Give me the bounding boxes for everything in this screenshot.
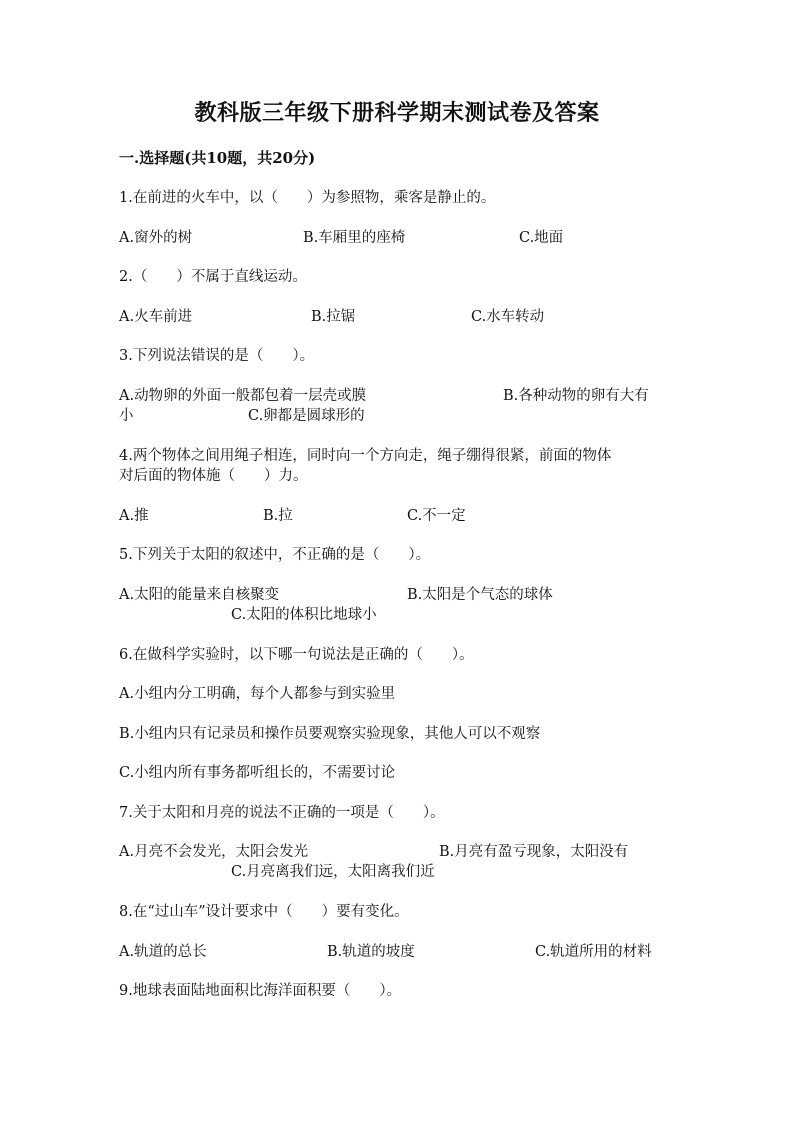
question-8-option-b: B.轨道的坡度	[327, 944, 415, 960]
question-7-option-c: C.月亮离我们远，太阳离我们近	[231, 864, 435, 880]
question-6-option-c: C.小组内所有事务都听组长的，不需要讨论	[119, 765, 396, 781]
question-3-option-a: A.动物卵的外面一般都包着一层壳或膜	[119, 388, 367, 404]
question-4-stem-line-2: 对后面的物体施（ ）力。	[119, 468, 308, 484]
question-6-option-a: A.小组内分工明确，每个人都参与到实验里	[119, 686, 396, 702]
section-heading: 一.选择题(共10题，共20分)	[119, 149, 316, 167]
question-7-option-a: A.月亮不会发光，太阳会发光	[119, 844, 309, 860]
question-2-option-a: A.火车前进	[119, 309, 193, 325]
question-3-stem: 3.下列说法错误的是（ ）。	[119, 348, 315, 364]
question-2-option-c: C.水车转动	[471, 309, 545, 325]
question-8-option-a: A.轨道的总长	[119, 944, 207, 960]
question-4-option-b: B.拉	[263, 508, 293, 524]
question-9-stem: 9.地球表面陆地面积比海洋面积要（ ）。	[119, 983, 402, 999]
question-8-option-c: C.轨道所用的材料	[535, 944, 652, 960]
question-4-option-a: A.推	[119, 508, 149, 524]
question-1-stem: 1.在前进的火车中，以（ ）为参照物，乘客是静止的。	[119, 190, 496, 206]
question-2-option-b: B.拉锯	[311, 309, 356, 325]
question-4-option-c: C.不一定	[407, 508, 466, 524]
question-3-option-c: C.卵都是圆球形的	[248, 408, 365, 424]
question-5-stem: 5.下列关于太阳的叙述中，不正确的是（ ）。	[119, 547, 431, 563]
question-5-option-b: B.太阳是个气态的球体	[407, 587, 553, 603]
question-3-option-b-cont: 小	[119, 408, 134, 424]
question-8-stem: 8.在“过山车”设计要求中（ ）要有变化。	[119, 904, 409, 920]
question-1-option-a: A.窗外的树	[119, 230, 193, 246]
question-1-option-c: C.地面	[519, 230, 564, 246]
question-4-stem-line-1: 4.两个物体之间用绳子相连，同时向一个方向走，绳子绷得很紧，前面的物体	[119, 448, 612, 464]
question-5-option-a: A.太阳的能量来自核聚变	[119, 587, 280, 603]
question-7-stem: 7.关于太阳和月亮的说法不正确的一项是（ ）。	[119, 805, 445, 821]
question-6-stem: 6.在做科学实验时，以下哪一句说法是正确的（ ）。	[119, 647, 474, 663]
question-6-option-b: B.小组内只有记录员和操作员要观察实验现象，其他人可以不观察	[119, 726, 541, 742]
question-5-option-c: C.太阳的体积比地球小	[231, 607, 377, 623]
question-1-option-b: B.车厢里的座椅	[303, 230, 406, 246]
question-3-option-b: B.各种动物的卵有大有	[503, 388, 649, 404]
question-7-option-b: B.月亮有盈亏现象，太阳没有	[439, 844, 629, 860]
page-title: 教科版三年级下册科学期末测试卷及答案	[194, 100, 600, 126]
question-2-stem: 2.（ ）不属于直线运动。	[119, 269, 307, 285]
